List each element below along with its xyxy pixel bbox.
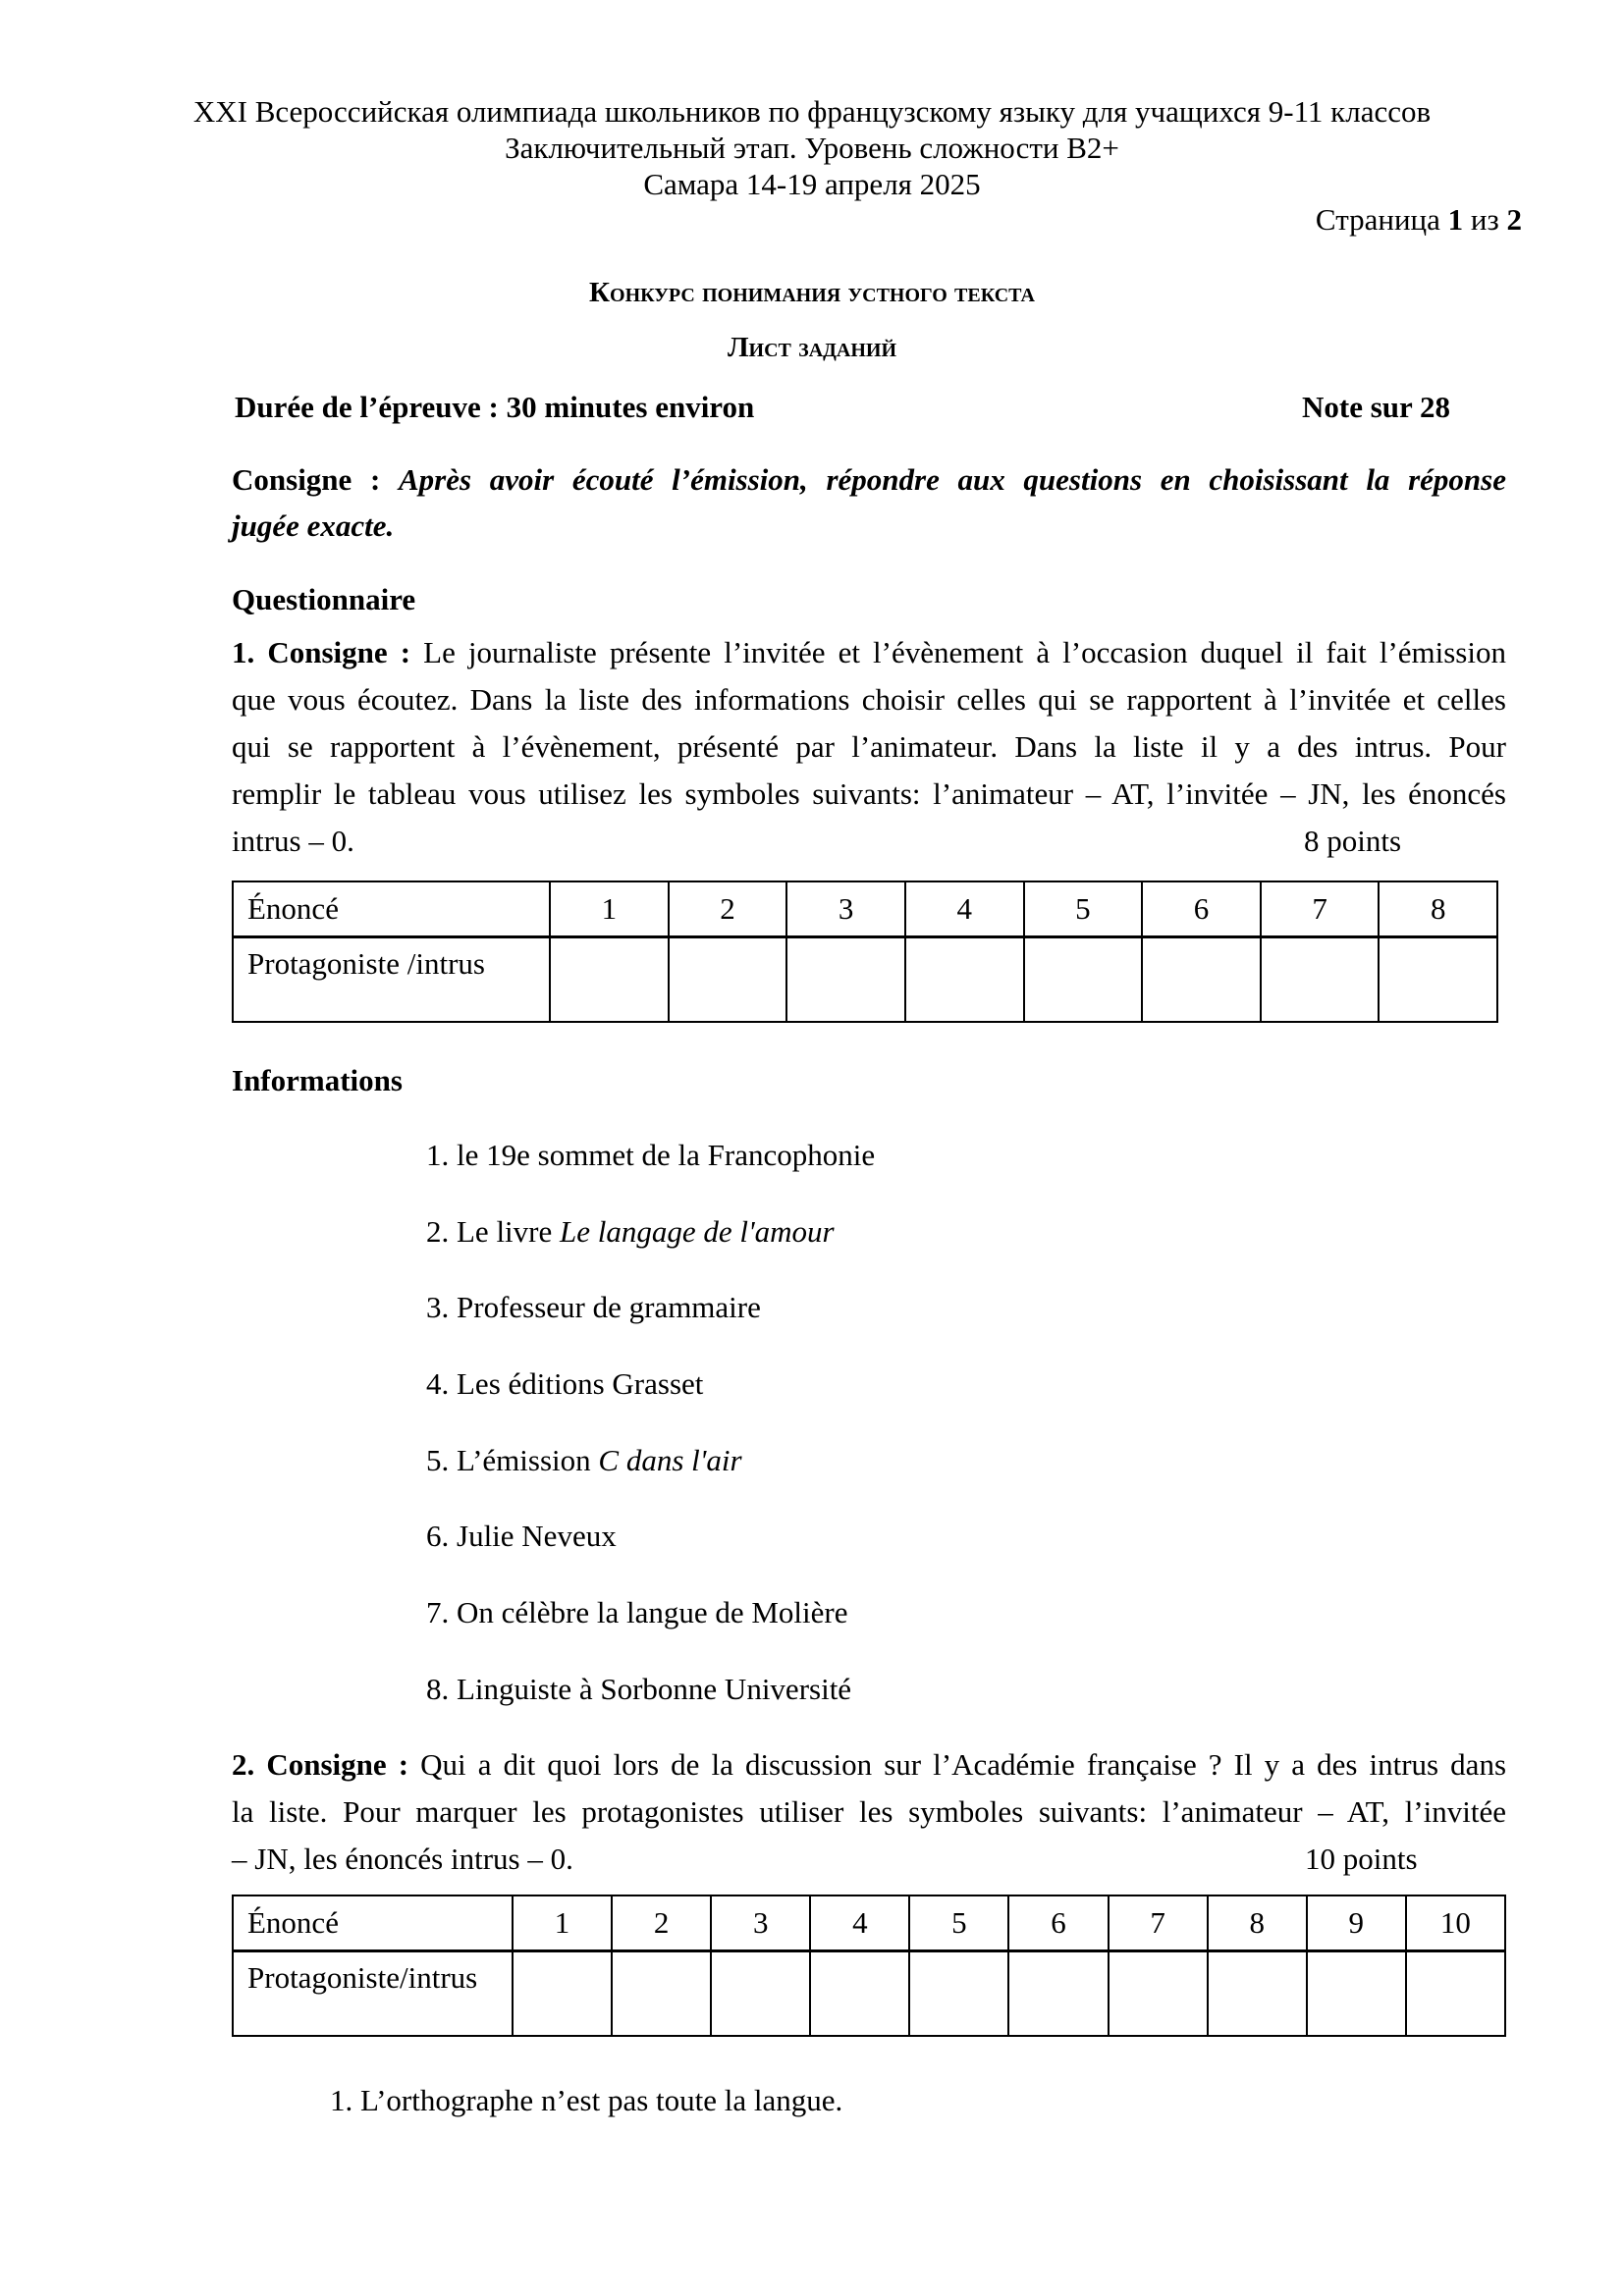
answer-cell[interactable] (1008, 1951, 1108, 2037)
item-text: On célèbre la langue de Molière (457, 1595, 848, 1629)
task1-answer-table (232, 881, 1498, 1023)
column-number: 7 (1261, 881, 1380, 937)
answer-cell[interactable] (1379, 937, 1497, 1023)
column-number: 5 (1024, 881, 1143, 937)
row-label-protagoniste: Protagoniste /intrus (233, 937, 550, 1023)
answer-cell[interactable] (1109, 1951, 1208, 2037)
answer-cell[interactable] (1142, 937, 1261, 1023)
answer-cell[interactable] (669, 937, 787, 1023)
task2-points: 10 points (1305, 1842, 1418, 1876)
column-number: 6 (1008, 1896, 1108, 1951)
answer-cell[interactable] (1261, 937, 1380, 1023)
answer-cell[interactable] (1024, 937, 1143, 1023)
item-text: Le livre (457, 1214, 561, 1249)
answer-cell[interactable] (909, 1951, 1008, 2037)
item-number: 3. (426, 1290, 457, 1324)
task2-answer-table (232, 1895, 1506, 2037)
item-number: 5. (426, 1443, 457, 1477)
instruction-text: Après avoir écouté l’émission, répondre aux questions en choisissant la réponse (398, 462, 1506, 497)
olympiad-title: XXI Всероссийская олимпиада школьников по французскому языку для учащихся 9-11 классов (192, 94, 1432, 129)
column-number: 10 (1406, 1896, 1505, 1951)
column-number: 1 (513, 1896, 612, 1951)
contest-title: Конкурс понимания устного текста (589, 277, 1035, 308)
general-instruction-line1 (232, 462, 1506, 498)
list-item (426, 1519, 617, 1554)
item-text: Julie Neveux (457, 1519, 617, 1553)
page-current: 1 (1447, 202, 1464, 237)
column-number: 1 (550, 881, 669, 937)
item-title-italic: Le langage de l'amour (560, 1214, 835, 1249)
statement-item (330, 2083, 842, 2118)
column-number: 8 (1208, 1896, 1307, 1951)
table-answer-row (233, 937, 1497, 1023)
item-text: Les éditions Grasset (457, 1366, 704, 1401)
column-number: 3 (711, 1896, 810, 1951)
column-number: 5 (909, 1896, 1008, 1951)
task2-line3: – JN, les énoncés intrus – 0. (232, 1842, 573, 1876)
item-text: L’émission (457, 1443, 599, 1477)
list-item (426, 1138, 875, 1173)
table-header-row (233, 1896, 1505, 1951)
row-label-enonce: Énoncé (233, 1896, 513, 1951)
list-item (426, 1672, 851, 1707)
item-number: 7. (426, 1595, 457, 1629)
item-number: 1. (426, 1138, 457, 1172)
list-item (426, 1366, 703, 1402)
task1-text: Le journaliste présente l’invitée et l’évènement à l’occasion duquel il fait l’émission (423, 635, 1506, 669)
page-total: 2 (1506, 202, 1522, 237)
answer-cell[interactable] (905, 937, 1024, 1023)
item-number: 2. (426, 1214, 457, 1249)
column-number: 2 (612, 1896, 711, 1951)
task1-points: 8 points (1304, 824, 1402, 858)
answer-cell[interactable] (550, 937, 669, 1023)
list-item (426, 1290, 761, 1325)
task2-text: Qui a dit quoi lors de la discussion sur l’Académie française ? Il y a des intrus dans (420, 1747, 1507, 1782)
page-indicator (1316, 202, 1522, 238)
column-number: 9 (1307, 1896, 1406, 1951)
stage-level: Заключительный этап. Уровень сложности B2+ (505, 131, 1119, 165)
item-text: le 19e sommet de la Francophonie (457, 1138, 876, 1172)
page-prefix: Страница (1315, 202, 1448, 237)
task1-line5: intrus – 0. (232, 824, 354, 858)
answer-cell[interactable] (612, 1951, 711, 2037)
answer-cell[interactable] (786, 937, 905, 1023)
task1-label: 1. Consigne : (232, 635, 424, 669)
task2-label: 2. Consigne : (232, 1747, 421, 1782)
task2-line1 (232, 1747, 1506, 1783)
item-text: Professeur de grammaire (457, 1290, 761, 1324)
task1-line1 (232, 635, 1506, 670)
column-number: 4 (905, 881, 1024, 937)
task1-line2: que vous écoutez. Dans la liste des informations choisir celles qui se rapportent à l’invitée et celles (232, 682, 1506, 717)
task2-line2: la liste. Pour marquer les protagonistes utiliser les symboles suivants: l’animateur – AT, l’invitée (232, 1794, 1506, 1829)
instruction-label: Consigne : (232, 462, 399, 497)
item-number: 1. (330, 2083, 360, 2117)
list-item (426, 1214, 835, 1250)
item-number: 8. (426, 1672, 457, 1706)
list-item (426, 1595, 848, 1630)
answer-cell[interactable] (810, 1951, 909, 2037)
score-total: Note sur 28 (1302, 390, 1450, 424)
task1-line4: remplir le tableau vous utilisez les symboles suivants: l’animateur – AT, l’invitée – JN, les énoncés (232, 776, 1506, 811)
page-mid: из (1463, 202, 1507, 237)
column-number: 7 (1109, 1896, 1208, 1951)
location-dates: Самара 14-19 апреля 2025 (643, 167, 981, 201)
questionnaire-heading: Questionnaire (232, 582, 416, 616)
item-number: 4. (426, 1366, 457, 1401)
item-text: Linguiste à Sorbonne Université (457, 1672, 852, 1706)
duration: Durée de l’épreuve : 30 minutes environ (235, 390, 755, 424)
sheet-title: Лист заданий (727, 332, 897, 363)
answer-cell[interactable] (1208, 1951, 1307, 2037)
answer-cell[interactable] (513, 1951, 612, 2037)
row-label-enonce: Énoncé (233, 881, 550, 937)
item-title-italic: C dans l'air (598, 1443, 742, 1477)
answer-cell[interactable] (1406, 1951, 1505, 2037)
item-number: 6. (426, 1519, 457, 1553)
column-number: 2 (669, 881, 787, 937)
answer-cell[interactable] (1307, 1951, 1406, 2037)
list-item (426, 1443, 742, 1478)
answer-cell[interactable] (711, 1951, 810, 2037)
table-answer-row (233, 1951, 1505, 2037)
item-text: L’orthographe n’est pas toute la langue. (360, 2083, 843, 2117)
column-number: 3 (786, 881, 905, 937)
column-number: 6 (1142, 881, 1261, 937)
general-instruction-line2: jugée exacte. (232, 508, 395, 543)
row-label-protagoniste: Protagoniste/intrus (233, 1951, 513, 2037)
table-header-row (233, 881, 1497, 937)
informations-heading: Informations (232, 1063, 403, 1097)
column-number: 4 (810, 1896, 909, 1951)
task1-line3: qui se rapportent à l’évènement, présenté par l’animateur. Dans la liste il y a des intrus. Pour (232, 729, 1506, 764)
column-number: 8 (1379, 881, 1497, 937)
